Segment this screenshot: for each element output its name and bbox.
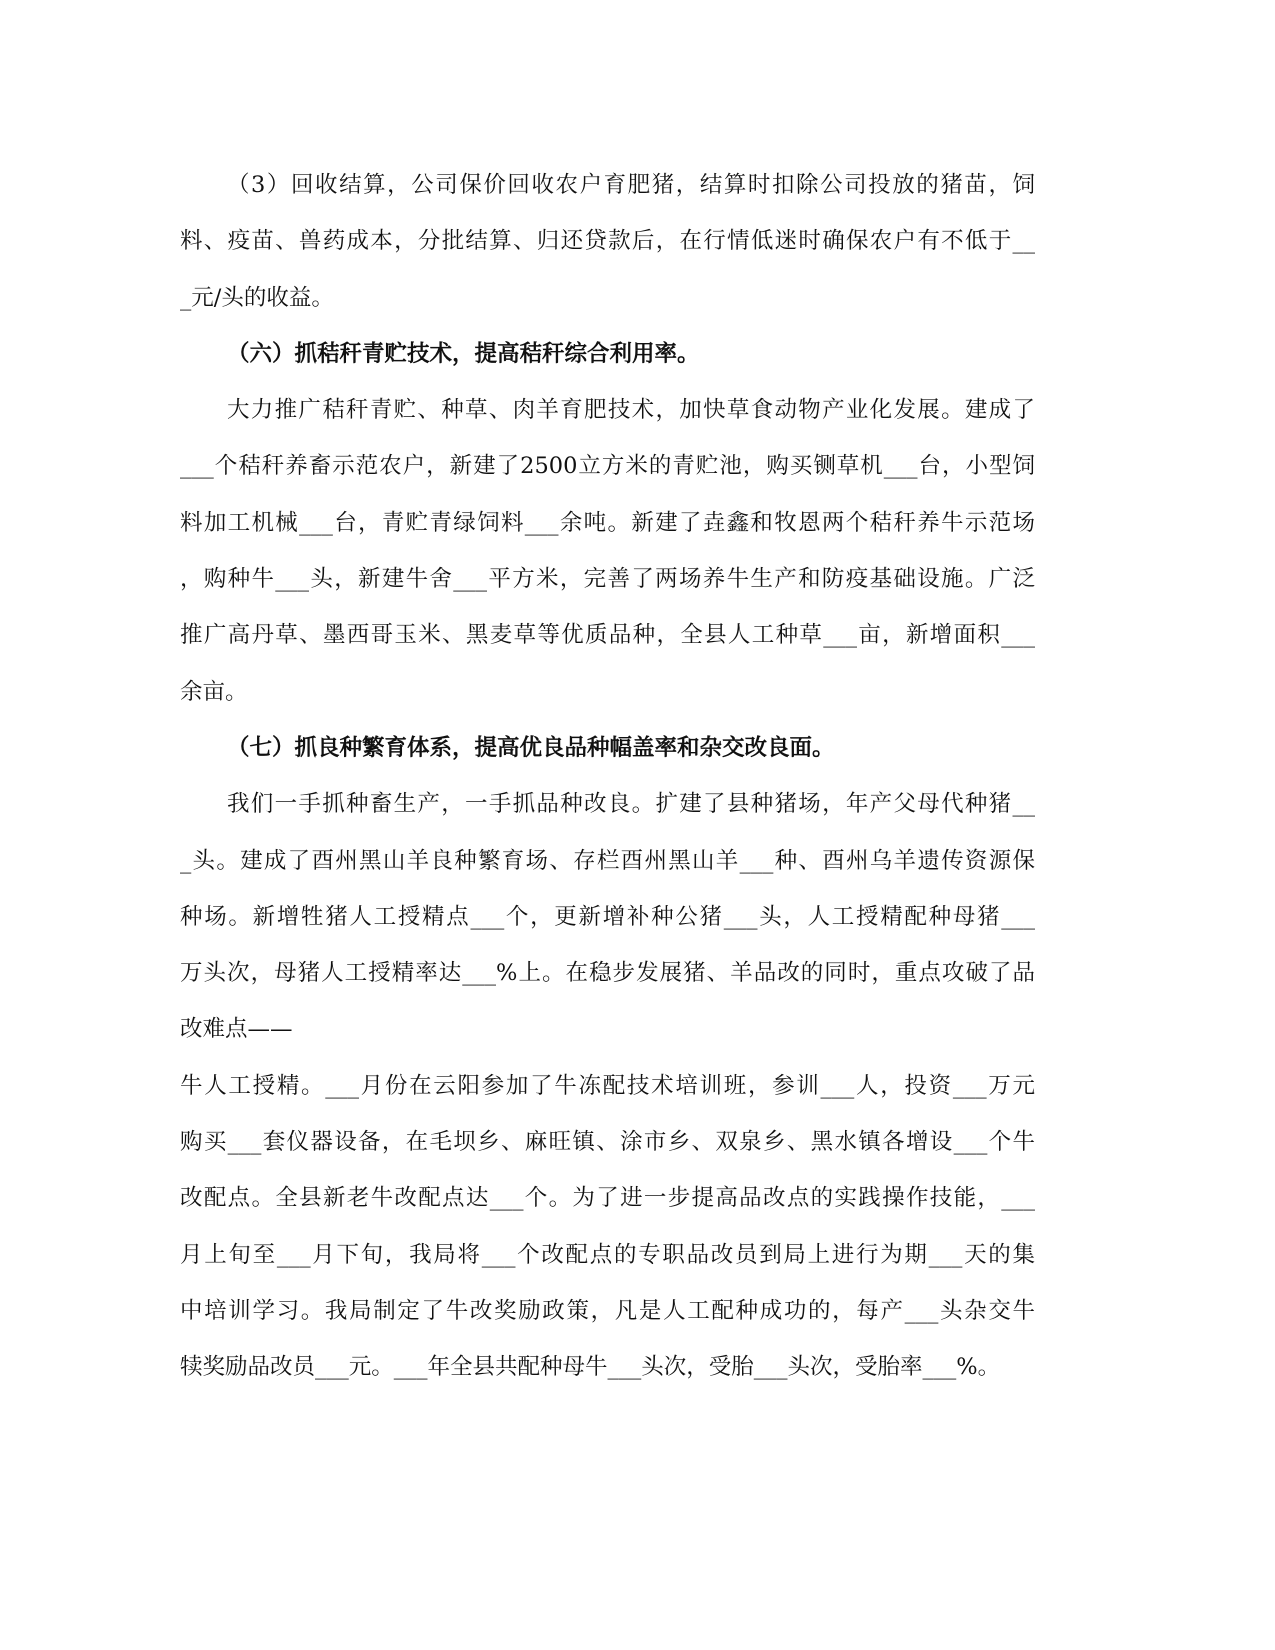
paragraph [180,157,1035,326]
text-line: 月上旬至___月下旬，我局将___个改配点的专职品改员到局上进行为期___天的集 [180,1241,1035,1268]
text-line: 改配点。全县新老牛改配点达___个。为了进一步提高品改点的实践操作技能，___ [180,1185,1035,1212]
text-line: 余亩。 [180,678,248,705]
paragraph [180,776,1035,1057]
text-line: 犊奖励品改员___元。___年全县共配种母牛___头次，受胎___头次，受胎率___%。 [180,1354,1001,1381]
text-line: ___个秸秆养畜示范农户，新建了2500立方米的青贮池，购买铡草机___台，小型饲 [180,453,1035,480]
text-line: （七）抓良种繁育体系，提高优良品种幅盖率和杂交改良面。 [227,734,835,761]
text-line: 我们一手抓种畜生产，一手抓品种改良。扩建了县种猪场，年产父母代种猪__ [227,791,1035,818]
text-line: 料加工机械___台，青贮青绿饲料___余吨。新建了垚鑫和牧恩两个秸秆养牛示范场 [180,509,1035,536]
document-body [180,157,1035,1396]
text-line: 牛人工授精。___月份在云阳参加了牛冻配技术培训班，参训___人，投资___万元 [180,1072,1035,1099]
text-line: （六）抓秸秆青贮技术，提高秸秆综合利用率。 [227,340,700,367]
paragraph [180,1058,1035,1396]
text-line: （3）回收结算，公司保价回收农户育肥猪，结算时扣除公司投放的猪苗，饲 [227,172,1035,198]
text-line: 改难点—— [180,1016,293,1043]
text-line: ，购种牛___头，新建牛舍___平方米，完善了两场养牛生产和防疫基础设施。广泛 [180,566,1035,593]
text-line: 种场。新增牲猪人工授精点___个，更新增补种公猪___头，人工授精配种母猪___ [180,903,1035,930]
text-line: 大力推广秸秆青贮、种草、肉羊育肥技术，加快草食动物产业化发展。建成了 [227,397,1035,424]
paragraph [180,382,1035,720]
text-line: 万头次，母猪人工授精率达___%上。在稳步发展猪、羊品改的同时，重点攻破了品 [180,960,1035,987]
text-line: 推广高丹草、墨西哥玉米、黑麦草等优质品种，全县人工种草___亩，新增面积___ [180,622,1035,649]
text-line: _元/头的收益。 [180,284,334,311]
section-heading [180,720,1035,776]
text-line: 中培训学习。我局制定了牛改奖励政策，凡是人工配种成功的，每产___头杂交牛 [180,1297,1035,1324]
section-heading [180,326,1035,382]
text-line: _头。建成了酉州黑山羊良种繁育场、存栏酉州黑山羊___种、酉州乌羊遗传资源保 [180,847,1035,874]
text-line: 料、疫苗、兽药成本，分批结算、归还贷款后，在行情低迷时确保农户有不低于__ [180,228,1035,255]
text-line: 购买___套仪器设备，在毛坝乡、麻旺镇、涂市乡、双泉乡、黑水镇各增设___个牛 [180,1129,1035,1156]
